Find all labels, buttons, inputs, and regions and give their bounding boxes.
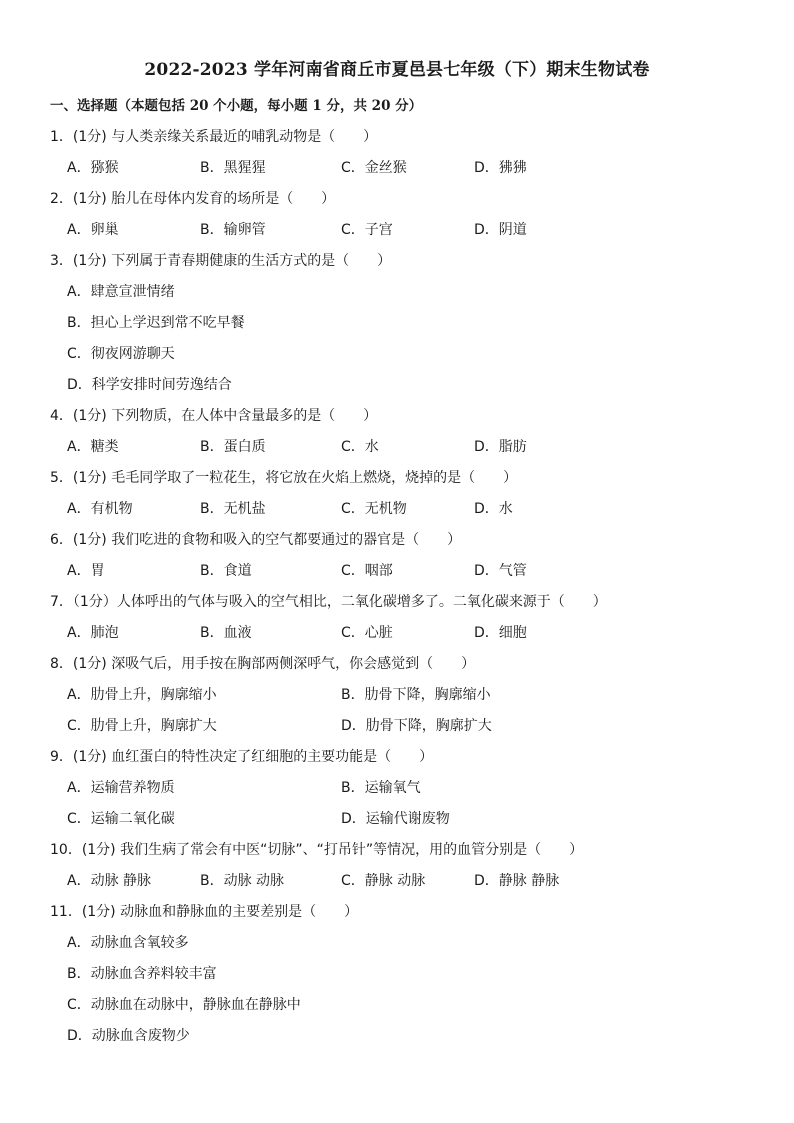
question-stem: 8．(1分) 深吸气后，用手按在胸部两侧深呼气，你会感觉到（ ） (50, 656, 476, 672)
option-row (0, 773, 794, 804)
option-row (0, 494, 794, 525)
question-list (0, 122, 794, 1052)
answer-option: A．猕猴 (67, 160, 119, 176)
answer-option: A．动脉 静脉 (67, 873, 152, 889)
exam-title: 2022-2023 学年河南省商丘市夏邑县七年级（下）期末生物试卷 (144, 60, 650, 80)
option-row (0, 804, 794, 835)
answer-option: B．肋骨下降，胸廓缩小 (341, 687, 491, 703)
answer-option: B．动脉血含养料较丰富 (67, 966, 217, 982)
question-stem: 7．（1分）人体呼出的气体与吸入的空气相比，二氧化碳增多了。二氧化碳来源于（ ） (50, 594, 607, 610)
answer-option: C．肋骨上升，胸廓扩大 (67, 718, 217, 734)
answer-option: B．黑猩猩 (200, 160, 266, 176)
option-row (0, 556, 794, 587)
option-row (0, 153, 794, 184)
answer-option: C．金丝猴 (341, 160, 407, 176)
answer-option: A．肋骨上升，胸廓缩小 (67, 687, 217, 703)
answer-option: B．输卵管 (200, 222, 266, 238)
question-stem: 3．(1分) 下列属于青春期健康的生活方式的是（ ） (50, 253, 392, 269)
answer-option: A．肆意宣泄情绪 (67, 284, 175, 300)
option-row (0, 432, 794, 463)
option-row (0, 215, 794, 246)
option-row (0, 711, 794, 742)
answer-option: A．胃 (67, 563, 105, 579)
option-row (0, 680, 794, 711)
answer-option: D．运输代谢废物 (341, 811, 450, 827)
answer-option: C．动脉血在动脉中，静脉血在静脉中 (67, 997, 301, 1013)
question-stem: 4．(1分) 下列物质，在人体中含量最多的是（ ） (50, 408, 378, 424)
option-row (0, 866, 794, 897)
answer-option: B．蛋白质 (200, 439, 266, 455)
answer-option: D．脂肪 (474, 439, 527, 455)
answer-option: D．水 (474, 501, 513, 517)
answer-option: A．卵巢 (67, 222, 119, 238)
answer-option: B．血液 (200, 625, 252, 641)
answer-option: D．狒狒 (474, 160, 527, 176)
answer-option: C．咽部 (341, 563, 393, 579)
answer-option: C．无机物 (341, 501, 407, 517)
answer-option: D．科学安排时间劳逸结合 (67, 377, 232, 393)
answer-option: C．静脉 动脉 (341, 873, 426, 889)
answer-option: A．糖类 (67, 439, 119, 455)
answer-option: D．细胞 (474, 625, 527, 641)
answer-option: C．彻夜网游聊天 (67, 346, 175, 362)
answer-option: D．肋骨下降，胸廓扩大 (341, 718, 492, 734)
question-stem: 2．(1分) 胎儿在母体内发育的场所是（ ） (50, 191, 336, 207)
answer-option: C．心脏 (341, 625, 393, 641)
answer-option: A．肺泡 (67, 625, 119, 641)
option-row (0, 618, 794, 649)
answer-option: C．水 (341, 439, 379, 455)
answer-option: D．气管 (474, 563, 527, 579)
answer-option: C．运输二氧化碳 (67, 811, 175, 827)
answer-option: C．子宫 (341, 222, 393, 238)
question-stem: 9．(1分) 血红蛋白的特性决定了红细胞的主要功能是（ ） (50, 749, 434, 765)
answer-option: D．阴道 (474, 222, 527, 238)
answer-option: A．运输营养物质 (67, 780, 175, 796)
question-stem: 5．(1分) 毛毛同学取了一粒花生，将它放在火焰上燃烧，烧掉的是（ ） (50, 470, 518, 486)
answer-option: D．动脉血含废物少 (67, 1028, 190, 1044)
question-stem: 1．(1分) 与人类亲缘关系最近的哺乳动物是（ ） (50, 129, 378, 145)
question-stem: 6．(1分) 我们吃进的食物和吸入的空气都要通过的器官是（ ） (50, 532, 462, 548)
answer-option: B．动脉 动脉 (200, 873, 285, 889)
answer-option: A．动脉血含氧较多 (67, 935, 189, 951)
question-stem: 10．(1分) 我们生病了常会有中医“切脉”、“打吊针”等情况，用的血管分别是（ ） (50, 842, 584, 858)
answer-option: B．食道 (200, 563, 252, 579)
answer-option: D．静脉 静脉 (474, 873, 560, 889)
answer-option: A．有机物 (67, 501, 133, 517)
answer-option: B．运输氧气 (341, 780, 421, 796)
answer-option: B．无机盐 (200, 501, 266, 517)
answer-option: B．担心上学迟到常不吃早餐 (67, 315, 245, 331)
question-stem: 11．(1分) 动脉血和静脉血的主要差别是（ ） (50, 904, 359, 920)
section-heading: 一、选择题（本题包括 20 个小题，每小题 1 分，共 20 分） (50, 98, 423, 114)
